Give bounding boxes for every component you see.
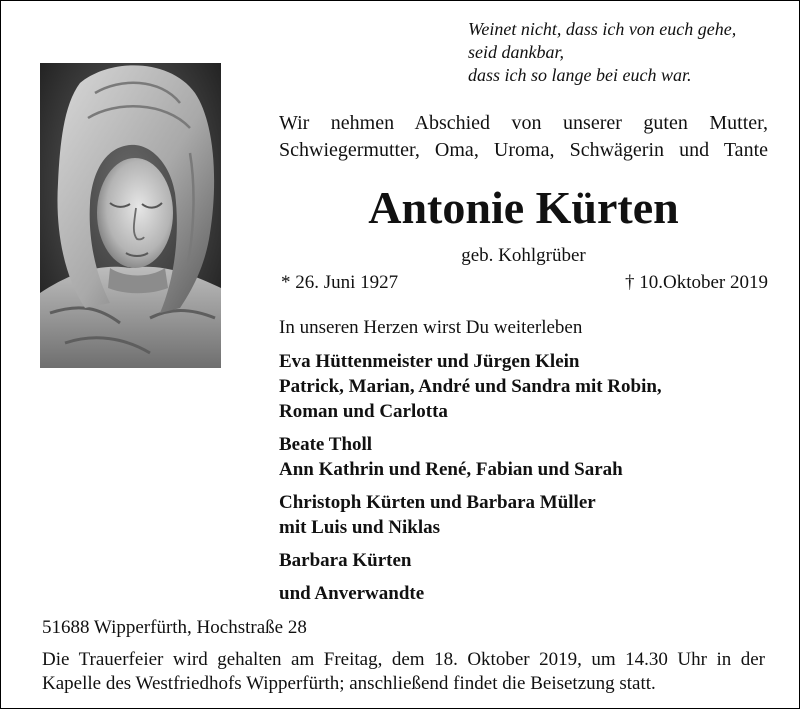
family-line: Beate Tholl bbox=[279, 434, 373, 455]
life-dates bbox=[281, 271, 768, 295]
family-group bbox=[279, 432, 779, 482]
family-line: Eva Hüttenmeister und Jürgen Klein bbox=[279, 351, 580, 372]
family-group bbox=[279, 548, 779, 573]
family-line: mit Luis und Niklas bbox=[279, 517, 441, 538]
verse-line: seid dankbar, bbox=[468, 42, 564, 62]
family-line: und Anverwandte bbox=[279, 583, 425, 604]
family-line: Patrick, Marian, André und Sandra mit Robin, bbox=[279, 376, 662, 397]
address: 51688 Wipperfürth, Hochstraße 28 bbox=[42, 617, 307, 638]
family-group bbox=[279, 490, 779, 540]
verse-line: Weinet nicht, dass ich von euch gehe, bbox=[468, 19, 737, 39]
intro-line: Wir nehmen Abschied von unserer guten Mutter, bbox=[279, 112, 768, 134]
birth-name: geb. Kohlgrüber bbox=[461, 245, 586, 266]
family-line: Roman und Carlotta bbox=[279, 401, 448, 422]
deceased-name: Antonie Kürten bbox=[368, 182, 679, 233]
madonna-portrait-icon bbox=[40, 63, 221, 368]
family-group bbox=[279, 349, 779, 424]
intro-text bbox=[279, 110, 768, 164]
family-line: Barbara Kürten bbox=[279, 550, 412, 571]
family-group bbox=[279, 581, 779, 606]
notice-line: Die Trauerfeier wird gehalten am Freitag, dem 18. Oktober 2019, um 14.30 Uhr in der bbox=[42, 649, 765, 670]
birth-date: * 26. Juni 1927 bbox=[281, 272, 399, 293]
notice-line: Kapelle des Westfriedhofs Wipperfürth; anschließend findet die Beisetzung statt. bbox=[42, 673, 656, 694]
family-line: Christoph Kürten und Barbara Müller bbox=[279, 492, 596, 513]
family-list bbox=[279, 349, 779, 614]
verse-line: dass ich so lange bei euch war. bbox=[468, 65, 692, 85]
memory-line: In unseren Herzen wirst Du weiterleben bbox=[279, 317, 583, 338]
family-line: Ann Kathrin und René, Fabian und Sarah bbox=[279, 459, 623, 480]
intro-line: Schwiegermutter, Oma, Uroma, Schwägerin und Tante bbox=[279, 139, 768, 161]
funeral-notice bbox=[42, 648, 765, 696]
death-date: † 10.Oktober 2019 bbox=[624, 272, 768, 293]
verse bbox=[468, 18, 788, 87]
